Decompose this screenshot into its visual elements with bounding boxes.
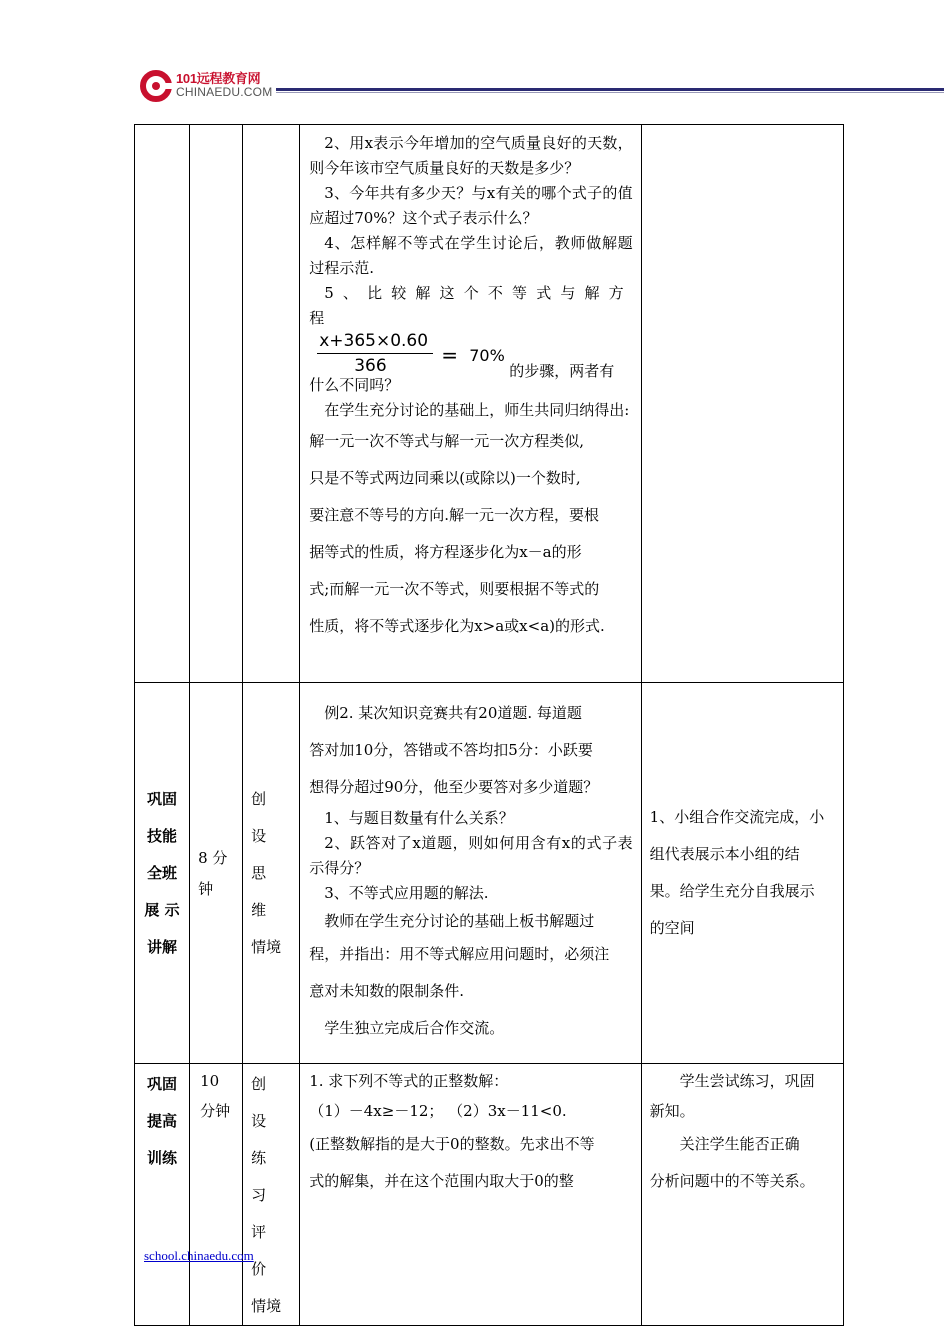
summary-block (309, 423, 632, 645)
time-cell (190, 125, 243, 683)
note-line: 分析问题中的不等关系。 (649, 1172, 815, 1190)
method-label: 情境 (251, 1297, 282, 1315)
question-3: 3、不等式应用题的解法. (324, 884, 489, 902)
note-line: 关注学生能否正确 (679, 1135, 800, 1153)
stage-label: 讲解 (147, 937, 178, 956)
method-cell (243, 1064, 300, 1326)
example-block (309, 695, 632, 806)
logo-title: 101远程教育网 (176, 71, 261, 86)
formula-denominator: 366 (354, 356, 387, 376)
method-cell (243, 683, 300, 1064)
summary-line: 解一元一次不等式与解一元一次方程类似, (309, 432, 584, 450)
method-label: 创设 (251, 1075, 279, 1130)
stage-label: 技能 (147, 826, 178, 845)
teacher-line: 程，并指出：用不等式解应用问题时，必须注 (309, 945, 610, 963)
header-rule-thin (276, 92, 944, 93)
question-2: 2、用x表示今年增加的空气质量良好的天数，则今年该市空气质量良好的天数是多少？ (309, 134, 633, 177)
formula-rhs: 70% (469, 346, 505, 365)
question-2: 2、跃答对了x道题，则如何用含有x的式子表示得分？ (309, 834, 633, 877)
method-label: 思维 (251, 863, 279, 919)
summary-line: 性质，将不等式逐步化为x>a或x<a)的形式. (309, 617, 605, 635)
summary-intro: 在学生充分讨论的基础上，师生共同归纳得出: (324, 401, 630, 419)
header-rule (276, 88, 944, 91)
teacher-line: 学生独立完成后合作交流。 (324, 1019, 505, 1037)
question-4: 4、怎样解不等式在学生讨论后，教师做解题过程示范. (309, 234, 633, 277)
formula-numerator: x+365×0.60 (319, 331, 429, 351)
time-cell (190, 683, 243, 1064)
note-line: 组代表展示本小组的结 (649, 845, 800, 863)
time-label: 分钟 (200, 1102, 231, 1120)
footer-link[interactable]: school.chinaedu.com (144, 1248, 254, 1263)
stage-label: 巩固 (147, 789, 178, 808)
question-5-tail: 的步骤，两者有 (509, 362, 615, 380)
stage-cell (135, 683, 190, 1064)
stage-cell (135, 1064, 190, 1326)
stage-label: 展 示 (144, 900, 180, 919)
question-1: 1、与题目数量有什么关系？ (324, 809, 514, 827)
exercise-line: 式的解集，并在这个范围内取大于0的整 (309, 1172, 574, 1190)
stage-label: 巩固 (147, 1075, 178, 1093)
note-line: 的空间 (649, 919, 695, 937)
stage-label: 提高 (147, 1112, 178, 1130)
stage-cell (135, 125, 190, 683)
question-5-end: 什么不同吗？ (309, 376, 400, 394)
method-label: 创设 (251, 789, 279, 845)
method-label: 情境 (251, 937, 282, 956)
exercise-line: 1. 求下列不等式的正整数解： (309, 1072, 509, 1090)
method-label: 练习 (251, 1149, 279, 1204)
example-line: 想得分超过90分，他至少要答对多少道题？ (309, 778, 599, 796)
notes-cell (641, 125, 843, 683)
question-3: 3、今年共有多少天？与x有关的哪个式子的值应超过70%？这个式子表示什么？ (309, 184, 633, 227)
method-label: 评价 (251, 1223, 279, 1278)
content-cell (300, 683, 641, 1064)
summary-line: 式;而解一元一次不等式，则要根据不等式的 (309, 580, 600, 598)
page-header (140, 66, 810, 106)
summary-line: 要注意不等号的方向.解一元一次方程，要根 (309, 506, 599, 524)
stage-label: 全班 (147, 863, 178, 882)
formula-equals: = (441, 343, 458, 367)
note-line: 学生尝试练习，巩固 (679, 1072, 815, 1090)
note-line: 1、小组合作交流完成，小 (649, 808, 825, 826)
teacher-block (309, 906, 632, 1047)
content-cell (300, 1064, 641, 1326)
table-row (135, 1064, 844, 1326)
exercise-line: (正整数解指的是大于0的整数。先求出不等 (309, 1135, 595, 1153)
note-line: 果。给学生充分自我展示 (649, 882, 815, 900)
time-label: 钟 (198, 880, 214, 898)
exercise-line: （1）－4x≥－12； （2）3x－11<0. (309, 1102, 567, 1120)
summary-line: 只是不等式两边同乘以(或除以)一个数时, (309, 469, 581, 487)
notes-cell (641, 683, 843, 1064)
content-cell (300, 125, 641, 683)
time-label: 10 (200, 1072, 220, 1090)
logo-domain: CHINAEDU.COM (176, 85, 273, 99)
stage-label: 训练 (147, 1149, 178, 1167)
lesson-plan-table (134, 124, 844, 1326)
notes-block (650, 799, 837, 947)
method-cell (243, 125, 300, 683)
teacher-line: 教师在学生充分讨论的基础上板书解题过 (324, 912, 595, 930)
chinaedu-logo-icon (140, 68, 176, 104)
notes-cell (641, 1064, 843, 1326)
time-label: 8 分 (198, 849, 228, 867)
table-row (135, 125, 844, 683)
note-line: 新知。 (649, 1102, 695, 1120)
teacher-line: 意对未知数的限制条件. (309, 982, 464, 1000)
table-row (135, 683, 844, 1064)
summary-line: 据等式的性质，将方程逐步化为x－a的形 (309, 543, 582, 561)
example-line: 例2. 某次知识竞赛共有20道题. 每道题 (324, 704, 582, 722)
question-5: 5、比较解这个不等式与解方程 (309, 284, 633, 327)
equation-formula (309, 331, 632, 380)
example-line: 答对加10分，答错或不答均扣5分：小跃要 (309, 741, 593, 759)
time-cell (190, 1064, 243, 1326)
